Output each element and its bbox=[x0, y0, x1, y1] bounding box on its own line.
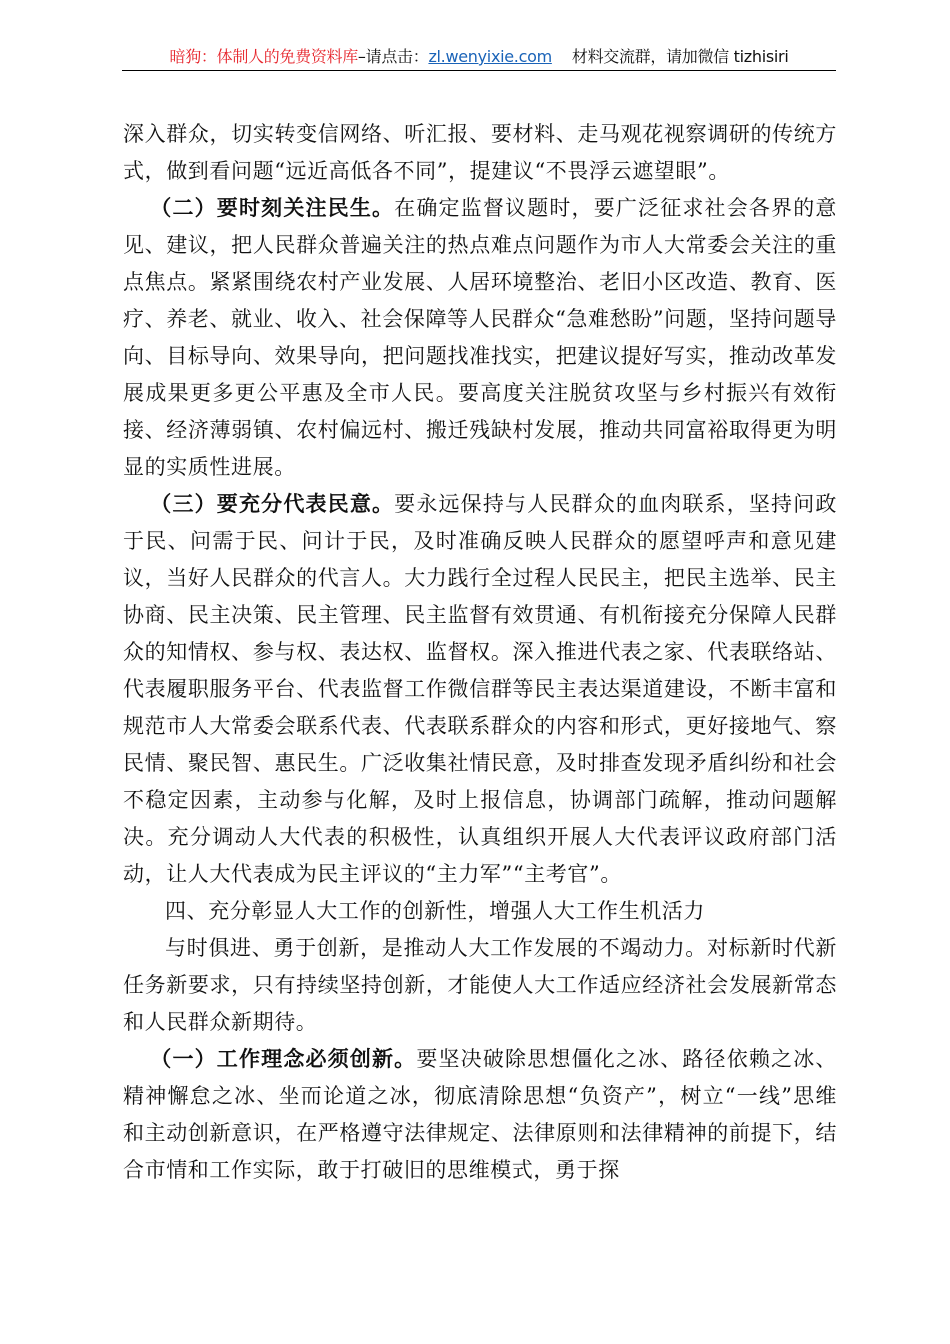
paragraph-lead: （一）工作理念必须创新。 bbox=[150, 1047, 417, 1071]
paragraph-public-opinion bbox=[123, 486, 837, 893]
paragraph-livelihood bbox=[123, 190, 837, 486]
section-heading-text: 四、充分彰显人大工作的创新性，增强人大工作生机活力 bbox=[165, 899, 705, 923]
paragraph-text: 深入群众，切实转变信网络、听汇报、要材料、走马观花视察调研的传统方式，做到看问题“远近高低各不同”，提建议“不畏浮云遮望眼”。 bbox=[123, 122, 837, 183]
paragraph-text: 与时俱进、勇于创新，是推动人大工作发展的不竭动力。对标新时代新任务新要求，只有持续坚持创新，才能使人大工作适应经济社会发展新常态和人民群众新期待。 bbox=[123, 936, 837, 1034]
paragraph-text: 在确定监督议题时，要广泛征求社会各界的意见、建议，把人民群众普遍关注的热点难点问题作为市人大常委会关注的重点焦点。紧紧围绕农村产业发展、人居环境整治、老旧小区改造、教育、医疗、养老、就业、收入、社会保障等人民群众“急难愁盼”问题，坚持问题导向、目标导向、效果导向，把问题找准找实，把建议提好写实，推动改革发展成果更多更公平惠及全市人民。要高度关注脱贫攻坚与乡村振兴有效衔接、经济薄弱镇、农村偏远村、搬迁残缺村发展，推动共同富裕取得更为明显的实质性进展。 bbox=[123, 196, 837, 479]
paragraph-lead: （三）要充分代表民意。 bbox=[150, 492, 395, 516]
paragraph-work-concept bbox=[123, 1041, 837, 1189]
paragraph-text: 要坚决破除思想僵化之冰、路径依赖之冰、精神懈怠之冰、坐而论道之冰，彻底清除思想“负资产”，树立“一线”思维和主动创新意识，在严格遵守法律规定、法律原则和法律精神的前提下，结合市情和工作实际，敢于打破旧的思维模式，勇于探 bbox=[123, 1047, 837, 1182]
header-brand: 暗狗：体制人的免费资料库 bbox=[169, 47, 358, 66]
paragraph-innovation-intro bbox=[123, 930, 837, 1041]
header-contact: 材料交流群，请加微信 tizhisiri bbox=[571, 47, 789, 66]
header-divider bbox=[122, 70, 836, 71]
paragraph-text: 要永远保持与人民群众的血肉联系，坚持问政于民、问需于民、问计于民，及时准确反映人民群众的愿望呼声和意见建议，当好人民群众的代言人。大力践行全过程人民民主，把民主选举、民主协商、民主决策、民主管理、民主监督有效贯通、有机衔接充分保障人民群众的知情权、参与权、表达权、监督权。深入推进代表之家、代表联络站、代表履职服务平台、代表监督工作微信群等民主表达渠道建设，不断丰富和规范市人大常委会联系代表、代表联系群众的内容和形式，更好接地气、察民情、聚民智、惠民生。广泛收集社情民意，及时排查发现矛盾纠纷和社会不稳定因素，主动参与化解，及时上报信息，协调部门疏解，推动问题解决。充分调动人大代表的积极性，认真组织开展人大代表评议政府部门活动，让人大代表成为民主评议的“主力军”“主考官”。 bbox=[123, 492, 837, 886]
paragraph-lead: （二）要时刻关注民生。 bbox=[150, 196, 395, 220]
header-link[interactable]: zl.wenyixie.com bbox=[428, 47, 552, 66]
page-header bbox=[122, 46, 836, 70]
header-prompt: –请点击： bbox=[357, 47, 429, 66]
section-heading bbox=[123, 893, 837, 930]
paragraph-continuation bbox=[123, 116, 837, 190]
document-body bbox=[123, 116, 837, 1189]
